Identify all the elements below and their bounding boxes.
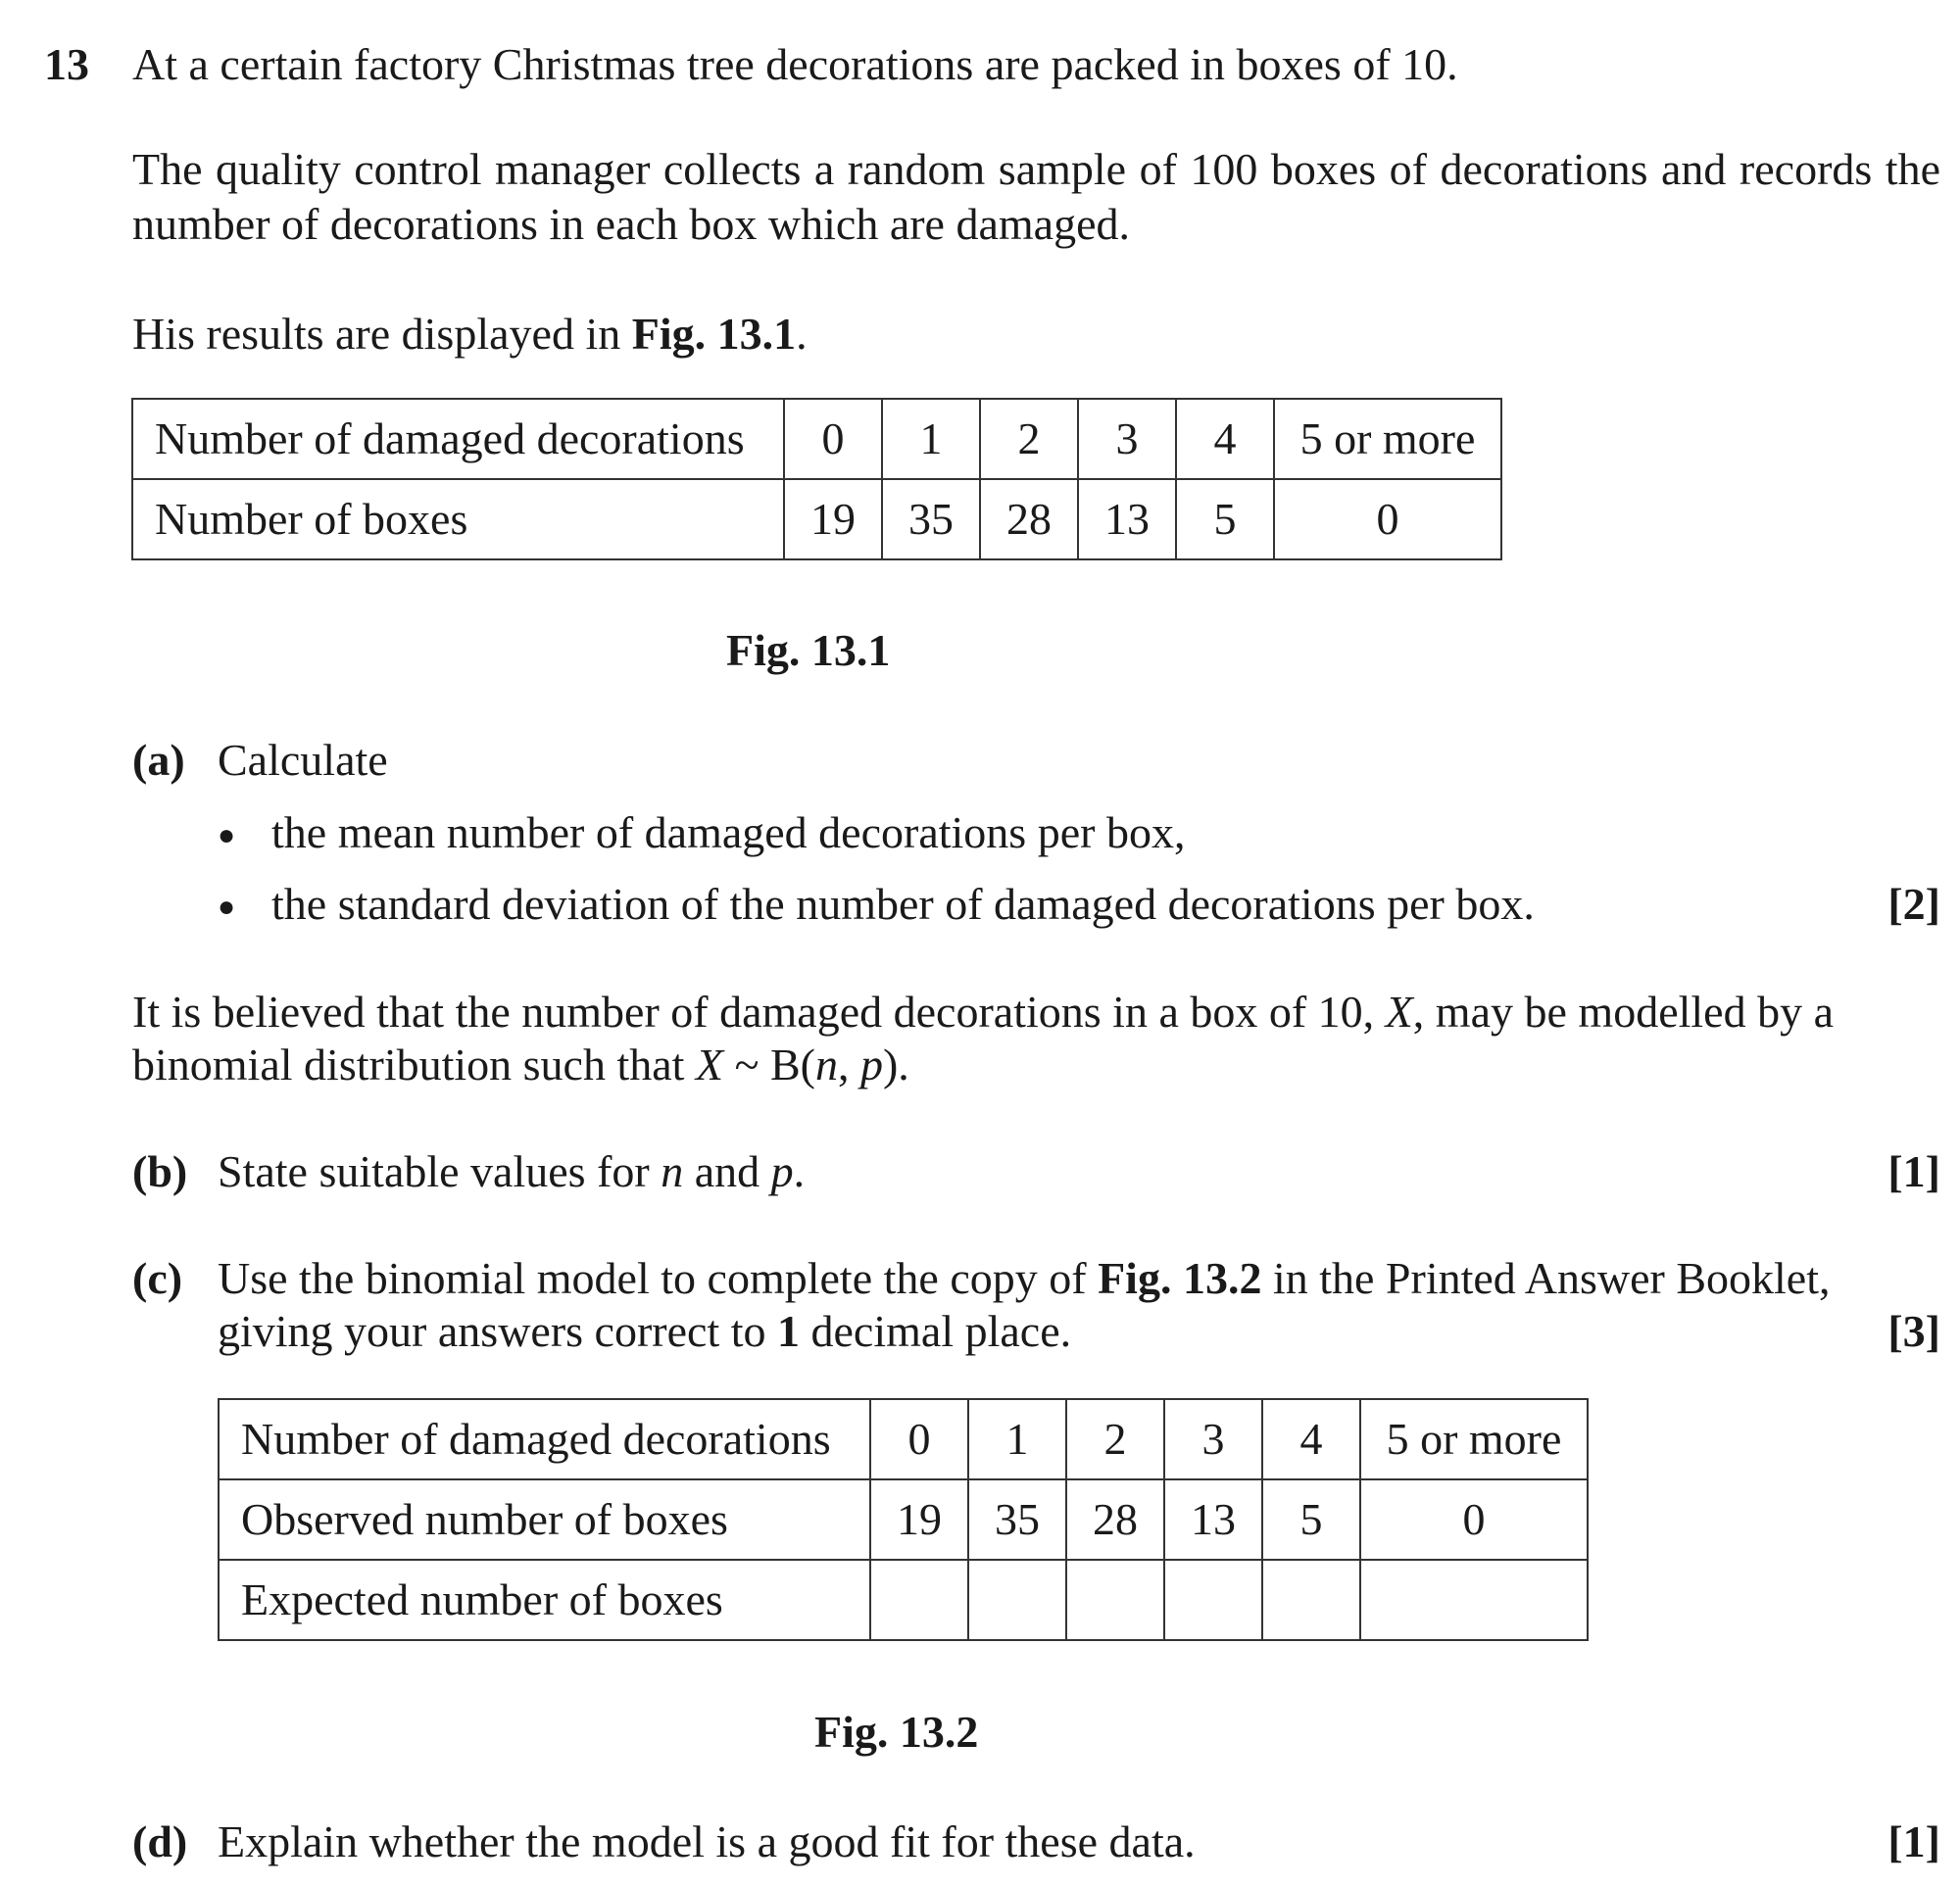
part-b-and: and	[683, 1146, 771, 1196]
model-var-x: X	[1385, 987, 1413, 1037]
part-a-bullet-1: the mean number of damaged decorations per box,	[271, 807, 1186, 857]
part-b-dot: .	[793, 1146, 806, 1196]
observed-cell: 19	[870, 1479, 968, 1560]
part-c-line-1	[218, 1251, 1940, 1305]
part-b-var-n: n	[661, 1146, 684, 1196]
row-label-damaged: Number of damaged decorations	[132, 399, 784, 479]
table-row	[219, 1399, 1588, 1479]
bullet-icon: ●	[218, 891, 236, 923]
part-c-label: (c)	[132, 1253, 183, 1303]
part-a-marks: [2]	[1887, 879, 1940, 929]
part-c-marks: [3]	[1887, 1306, 1940, 1356]
model-line-2	[132, 1038, 909, 1091]
header-cell: 3	[1078, 399, 1176, 479]
count-cell: 35	[882, 479, 980, 559]
fig-13-1-table	[131, 398, 1502, 560]
header-cell: 5 or more	[1274, 399, 1501, 479]
question-paragraph: The quality control manager collects a random sample of 100 boxes of decorations and records the number of decorations in each box which are damaged.	[132, 144, 1940, 249]
part-c-bold-one: 1	[777, 1306, 801, 1356]
fig-13-2-table	[218, 1398, 1589, 1641]
header-cell: 4	[1176, 399, 1274, 479]
row-label-damaged: Number of damaged decorations	[219, 1399, 870, 1479]
header-cell: 2	[1066, 1399, 1164, 1479]
row-label-observed: Observed number of boxes	[219, 1479, 870, 1560]
header-cell: 2	[980, 399, 1078, 479]
header-cell: 0	[784, 399, 882, 479]
part-c-line-2	[218, 1304, 1071, 1358]
row-label-boxes: Number of boxes	[132, 479, 784, 559]
part-b-text	[218, 1144, 805, 1198]
results-fig-ref: Fig. 13.1	[631, 309, 797, 359]
part-d-label: (d)	[132, 1816, 188, 1866]
model-var-p: p	[859, 1040, 883, 1089]
header-cell: 0	[870, 1399, 968, 1479]
model-text: ~ B(	[723, 1040, 815, 1089]
table-row	[132, 479, 1501, 559]
question-number: 13	[44, 39, 89, 89]
count-cell: 13	[1078, 479, 1176, 559]
model-text: , may be modelled by a	[1412, 987, 1835, 1037]
part-c-text: Use the binomial model to complete the copy of	[218, 1253, 1099, 1303]
header-cell: 1	[968, 1399, 1066, 1479]
model-text: ).	[882, 1040, 909, 1089]
count-cell: 28	[980, 479, 1078, 559]
question-intro: At a certain factory Christmas tree decorations are packed in boxes of 10.	[132, 39, 1458, 89]
observed-cell: 35	[968, 1479, 1066, 1560]
part-a-label: (a)	[132, 735, 185, 785]
part-b-label: (b)	[132, 1146, 188, 1196]
bullet-icon: ●	[218, 819, 236, 851]
model-line-1	[132, 985, 1940, 1039]
model-text: It is believed that the number of damaged decorations in a box of 10,	[132, 987, 1386, 1037]
row-label-expected: Expected number of boxes	[219, 1560, 870, 1640]
observed-cell: 5	[1262, 1479, 1360, 1560]
observed-cell: 28	[1066, 1479, 1164, 1560]
header-cell: 3	[1164, 1399, 1262, 1479]
part-a-text: Calculate	[218, 735, 388, 785]
count-cell: 0	[1274, 479, 1501, 559]
results-sentence	[132, 307, 808, 361]
observed-cell: 0	[1360, 1479, 1588, 1560]
results-prefix: His results are displayed in	[132, 309, 632, 359]
header-cell: 1	[882, 399, 980, 479]
table-row	[132, 399, 1501, 479]
part-d-text: Explain whether the model is a good fit for these data.	[218, 1816, 1196, 1866]
expected-cell	[1262, 1560, 1360, 1640]
count-cell: 19	[784, 479, 882, 559]
expected-cell	[1360, 1560, 1588, 1640]
table-row	[219, 1479, 1588, 1560]
model-text: binomial distribution such that	[132, 1040, 696, 1089]
model-var-n: n	[814, 1040, 838, 1089]
part-c-fig-ref: Fig. 13.2	[1098, 1253, 1262, 1303]
part-b-var-p: p	[770, 1146, 794, 1196]
part-b-text-a: State suitable values for	[218, 1146, 662, 1196]
part-c-text: giving your answers correct to	[218, 1306, 778, 1356]
part-d-marks: [1]	[1887, 1816, 1940, 1866]
count-cell: 5	[1176, 479, 1274, 559]
part-c-text: in the Printed Answer Booklet,	[1261, 1253, 1831, 1303]
expected-cell	[1164, 1560, 1262, 1640]
observed-cell: 13	[1164, 1479, 1262, 1560]
header-cell: 4	[1262, 1399, 1360, 1479]
part-b-marks: [1]	[1887, 1146, 1940, 1196]
expected-cell	[968, 1560, 1066, 1640]
fig-13-2-caption: Fig. 13.2	[814, 1707, 979, 1757]
results-suffix: .	[796, 309, 808, 359]
fig-13-1-caption: Fig. 13.1	[726, 625, 891, 675]
part-a-bullet-2: the standard deviation of the number of damaged decorations per box.	[271, 879, 1535, 929]
part-c-text: decimal place.	[800, 1306, 1072, 1356]
header-cell: 5 or more	[1360, 1399, 1588, 1479]
model-var-x: X	[695, 1040, 724, 1089]
expected-cell	[1066, 1560, 1164, 1640]
expected-cell	[870, 1560, 968, 1640]
model-text: ,	[837, 1040, 860, 1089]
table-row	[219, 1560, 1588, 1640]
